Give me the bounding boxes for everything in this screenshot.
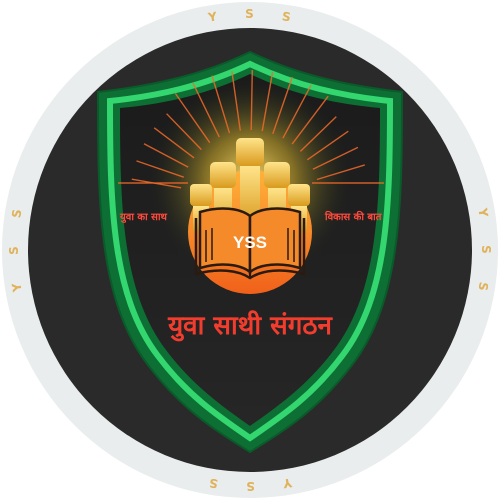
book-label: YSS <box>232 233 268 252</box>
ring-letter: S <box>207 475 219 491</box>
ring-letter: Y <box>475 207 491 219</box>
ring-letter: S <box>245 479 255 493</box>
tagline-right: विकास की बात <box>325 212 382 223</box>
ring-letter: S <box>475 281 491 293</box>
ring-letter: S <box>245 7 255 21</box>
ring-letter: Y <box>281 475 293 491</box>
ring-letter: S <box>281 9 293 25</box>
ring-letter: S <box>479 245 493 255</box>
ring-letter: Y <box>9 281 25 293</box>
tagline-left: युवा का साथ <box>120 212 167 223</box>
ring-letter: Y <box>207 9 219 25</box>
org-name: युवा साथी संगठन <box>168 311 332 341</box>
ring-letter: S <box>7 245 21 255</box>
ring-letter: S <box>9 207 25 219</box>
